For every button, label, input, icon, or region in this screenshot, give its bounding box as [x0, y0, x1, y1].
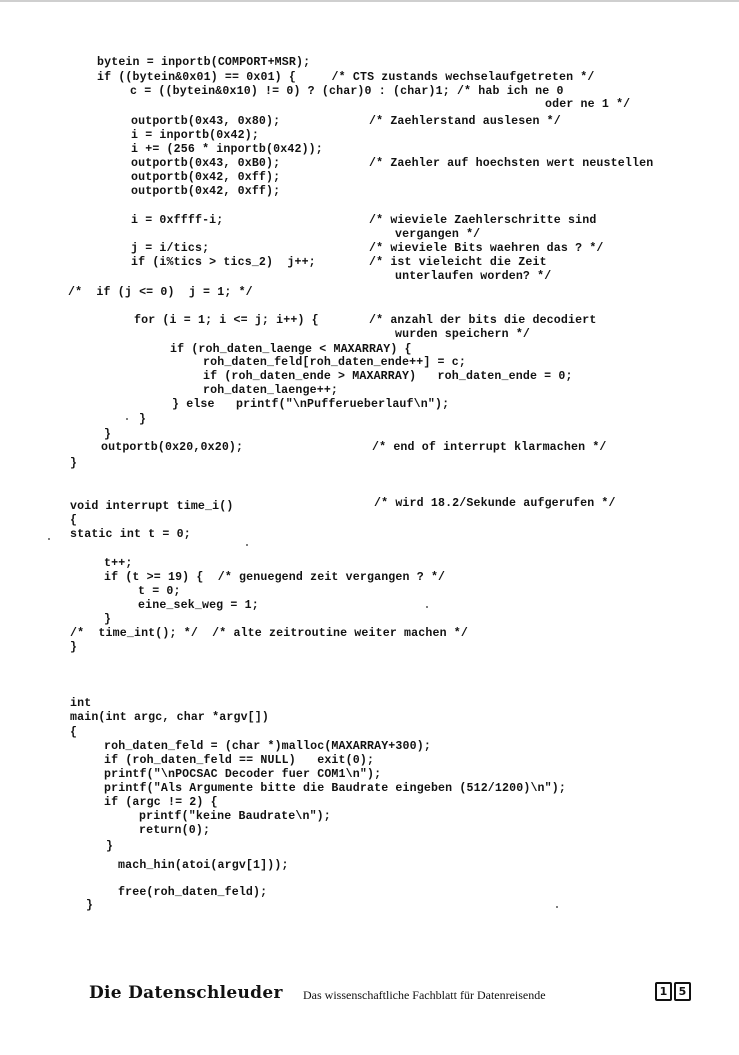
code-line: } — [104, 428, 112, 441]
scan-speck — [126, 418, 128, 420]
magazine-brand: Die Datenschleuder — [89, 983, 283, 1003]
code-line: if (roh_daten_feld == NULL) exit(0); — [104, 754, 375, 767]
code-line: { — [70, 514, 78, 527]
code-line: /* end of interrupt klarmachen */ — [372, 441, 607, 454]
code-line: outportb(0x20,0x20); — [101, 441, 244, 454]
code-line: } — [139, 413, 147, 426]
code-line: } else printf("\nPufferueberlauf\n"); — [172, 398, 450, 411]
magazine-tagline: Das wissenschaftliche Fachblatt für Datenreisende — [303, 988, 546, 1002]
code-line: } — [104, 613, 112, 626]
code-line: { — [70, 726, 78, 739]
code-line: /* wieviele Bits waehren das ? */ — [369, 242, 604, 255]
code-line: outportb(0x43, 0x80); — [131, 115, 281, 128]
code-line: if (roh_daten_laenge < MAXARRAY) { — [170, 343, 412, 356]
code-line: /* anzahl der bits die decodiert — [369, 314, 597, 327]
code-line: outportb(0x42, 0xff); — [131, 185, 281, 198]
page-number — [655, 982, 691, 1001]
code-line: if (t >= 19) { /* genuegend zeit vergangen ? */ — [104, 571, 446, 584]
code-line: main(int argc, char *argv[]) — [70, 711, 270, 724]
code-line: int — [70, 697, 92, 710]
code-line: vergangen */ — [395, 228, 481, 241]
page-number-digit: 1 — [655, 982, 672, 1001]
scan-speck — [246, 544, 248, 546]
code-line: roh_daten_feld[roh_daten_ende++] = c; — [203, 356, 466, 369]
scan-speck — [48, 538, 50, 540]
code-line: printf("Als Argumente bitte die Baudrate eingeben (512/1200)\n"); — [104, 782, 566, 795]
code-line: if (roh_daten_ende > MAXARRAY) roh_daten_ende = 0; — [203, 370, 573, 383]
scan-speck — [426, 606, 428, 608]
code-line: i = inportb(0x42); — [131, 129, 259, 142]
code-line: return(0); — [139, 824, 211, 837]
code-line: /* ist vieleicht die Zeit — [369, 256, 547, 269]
code-line: roh_daten_feld = (char *)malloc(MAXARRAY+300); — [104, 740, 431, 753]
code-line: oder ne 1 */ — [545, 98, 631, 111]
code-line: if (i%tics > tics_2) j++; — [131, 256, 316, 269]
code-line: } — [86, 899, 94, 912]
scan-speck — [556, 906, 558, 908]
code-line: printf("keine Baudrate\n"); — [139, 810, 331, 823]
code-line: if (argc != 2) { — [104, 796, 218, 809]
code-line: i = 0xffff-i; — [131, 214, 224, 227]
code-line: /* time_int(); */ /* alte zeitroutine weiter machen */ — [70, 627, 469, 640]
code-line: } — [70, 641, 78, 654]
code-line: /* Zaehlerstand auslesen */ — [369, 115, 561, 128]
code-line: unterlaufen worden? */ — [395, 270, 552, 283]
code-line: roh_daten_laenge++; — [203, 384, 339, 397]
code-line: wurden speichern */ — [395, 328, 531, 341]
code-line: outportb(0x43, 0xB0); — [131, 157, 281, 170]
code-line: /* wieviele Zaehlerschritte sind — [369, 214, 597, 227]
page-number-digit: 5 — [674, 982, 691, 1001]
code-line: i += (256 * inportb(0x42)); — [131, 143, 323, 156]
code-line: c = ((bytein&0x10) != 0) ? (char)0 : (char)1; /* hab ich ne 0 — [130, 85, 564, 98]
code-line: printf("\nPOCSAC Decoder fuer COM1\n"); — [104, 768, 382, 781]
code-line: void interrupt time_i() — [70, 500, 234, 513]
code-line: /* wird 18.2/Sekunde aufgerufen */ — [374, 497, 616, 510]
code-line: eine_sek_weg = 1; — [138, 599, 259, 612]
code-line: /* if (j <= 0) j = 1; */ — [68, 286, 253, 299]
code-line: static int t = 0; — [70, 528, 191, 541]
code-line: j = i/tics; — [131, 242, 210, 255]
code-line: bytein = inportb(COMPORT+MSR); — [97, 56, 311, 69]
code-line: } — [70, 457, 78, 470]
code-line: mach_hin(atoi(argv[1])); — [118, 859, 289, 872]
code-line: for (i = 1; i <= j; i++) { — [134, 314, 319, 327]
code-line: } — [106, 840, 114, 853]
code-line: if ((bytein&0x01) == 0x01) { /* CTS zustands wechselaufgetreten */ — [97, 71, 595, 84]
code-line: /* Zaehler auf hoechsten wert neustellen — [369, 157, 654, 170]
code-line: outportb(0x42, 0xff); — [131, 171, 281, 184]
code-line: t = 0; — [138, 585, 181, 598]
code-line: t++; — [104, 557, 133, 570]
code-line: free(roh_daten_feld); — [118, 886, 268, 899]
